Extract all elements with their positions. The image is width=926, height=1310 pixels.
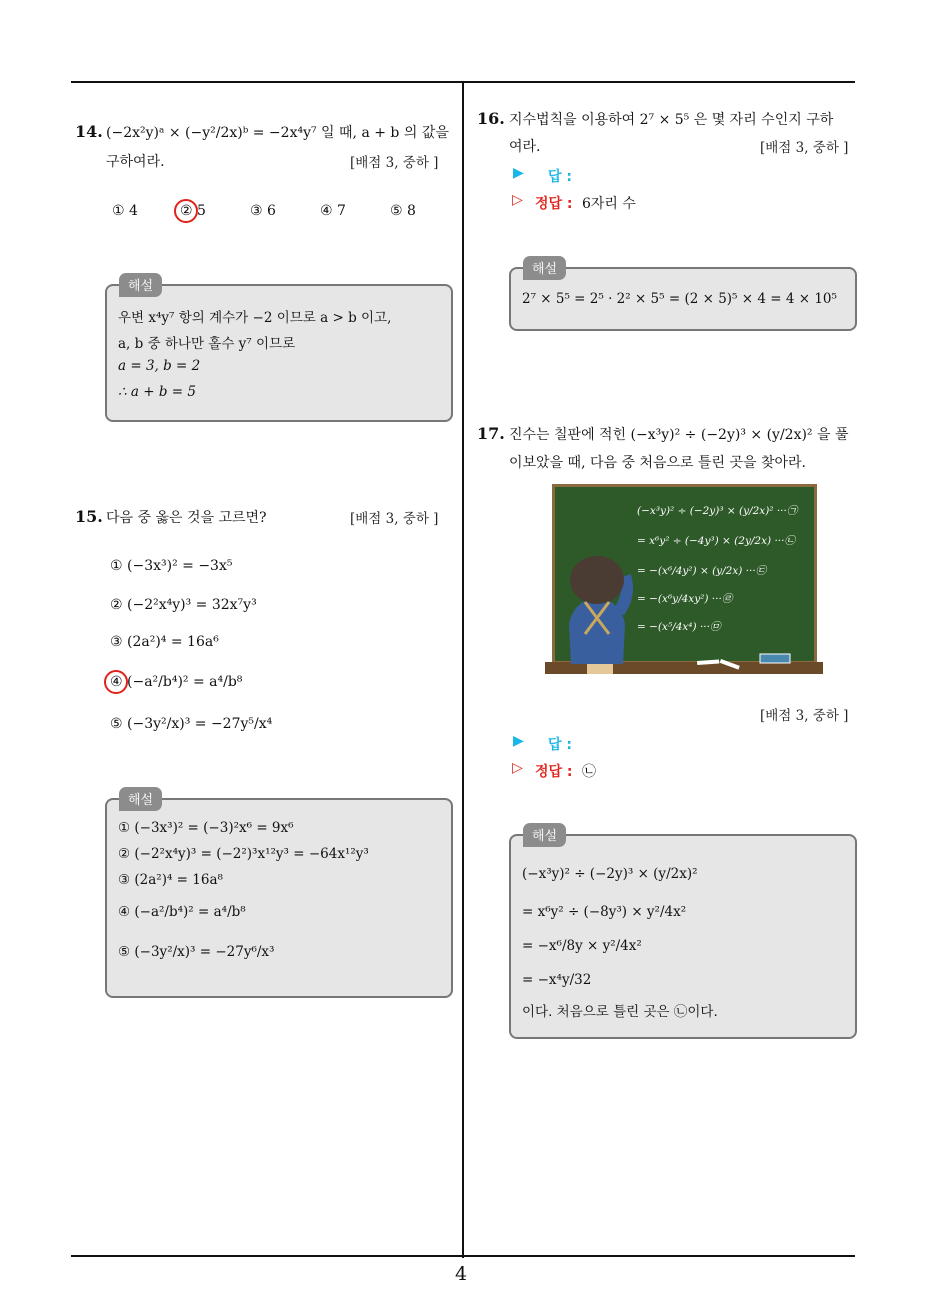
q17-stem-line2: 이보았을 때, 다음 중 처음으로 틀린 곳을 찾아라. [509,455,807,471]
q17-stem-line1: 진수는 칠판에 적힌 (−x³y)² ÷ (−2y)³ × (y/2x)² 을 풀 [509,427,849,443]
q14-sol-line3: a = 3, b = 2 [118,358,201,374]
q17-correct-arrow-icon: ▷ [512,760,523,776]
q16-correct-value: 6자리 수 [582,196,636,212]
q14-option-3[interactable]: ③ 6 [250,203,276,219]
q15-stem: 다음 중 옳은 것을 고르면? [106,510,267,526]
q17-answer-label: 답 : [548,737,572,753]
q14-number: 14. [75,122,103,141]
q15-sol-line1: ① (−3x³)² = (−3)²x⁶ = 9x⁶ [118,820,294,836]
q15-option-5[interactable]: ⑤ (−3y²/x)³ = −27y⁵/x⁴ [110,716,273,732]
q16-score: [배점 3, 중하 ] [760,140,849,156]
q17-sol-line1: (−x³y)² ÷ (−2y)³ × (y/2x)² [522,866,698,882]
q15-sol-line4: ④ (−a²/b⁴)² = a⁴/b⁸ [118,904,246,920]
q14-option-4[interactable]: ④ 7 [320,203,346,219]
q17-correct-label: 정답 : [535,764,573,780]
q16-answer-arrow-icon: ▶ [513,165,524,181]
q15-sol-line3: ③ (2a²)⁴ = 16a⁸ [118,872,223,888]
student-head [570,556,624,604]
q16-stem-line1: 지수법칙을 이용하여 2⁷ × 5⁵ 은 몇 자리 수인지 구하 [509,112,834,128]
q14-score: [배점 3, 중하 ] [350,155,439,171]
q15-sol-line5: ⑤ (−3y²/x)³ = −27y⁶/x³ [118,944,275,960]
q17-sol-line3: = −x⁶/8y × y²/4x² [522,938,642,954]
board-line-1: (−x³y)² ÷ (−2y)³ × (y/2x)² ···㉠ [637,505,798,517]
q15-number: 15. [75,507,103,526]
chalkboard-illustration [545,484,823,678]
q14-sol-line2: a, b 중 하나만 홀수 y⁷ 이므로 [118,336,296,352]
q15-solution-tag: 해설 [119,787,162,811]
q16-correct-arrow-icon: ▷ [512,192,523,208]
q14-stem-line2: 구하여라. [106,154,165,170]
q15-score: [배점 3, 중하 ] [350,511,439,527]
q17-sol-line2: = x⁶y² ÷ (−8y³) × y²/4x² [522,904,687,920]
q17-score: [배점 3, 중하 ] [760,708,849,724]
board-line-5: = −(x⁵/4x⁴) ···㉤ [637,621,721,633]
q14-selected-mark [174,199,198,223]
q17-answer-arrow-icon: ▶ [513,733,524,749]
bottom-rule [71,1255,855,1257]
q15-option-1[interactable]: ① (−3x³)² = −3x⁵ [110,558,233,574]
column-divider [462,82,464,1258]
board-line-2: = x⁶y² ÷ (−4y³) × (2y/2x) ···㉡ [637,535,795,547]
q14-sol-line4: ∴ a + b = 5 [118,384,196,400]
q14-stem-line1: (−2x²y)ᵃ × (−y²/2x)ᵇ = −2x⁴y⁷ 일 때, a + b 의 값을 [106,125,449,141]
page-number: 4 [455,1263,468,1285]
q16-number: 16. [477,109,505,128]
q15-option-4[interactable]: ④ (−a²/b⁴)² = a⁴/b⁸ [110,674,243,690]
board-line-4: = −(x⁶y/4xy²) ···㉣ [637,593,733,605]
q15-selected-mark [104,670,128,694]
q15-option-3[interactable]: ③ (2a²)⁴ = 16a⁶ [110,634,219,650]
q14-option-1[interactable]: ① 4 [112,203,138,219]
q14-solution-tag: 해설 [119,273,162,297]
q16-stem-line2: 여라. [509,139,541,155]
q15-sol-line2: ② (−2²x⁴y)³ = (−2²)³x¹²y³ = −64x¹²y³ [118,846,369,862]
q15-option-2[interactable]: ② (−2²x⁴y)³ = 32x⁷y³ [110,597,257,613]
board-line-3: = −(x⁶/4y²) × (y/2x) ···㉢ [637,565,767,577]
q17-solution-tag: 해설 [523,823,566,847]
q14-option-5[interactable]: ⑤ 8 [390,203,416,219]
board-eraser [760,654,790,663]
q17-correct-value: ㉡ [582,764,596,780]
q16-solution-tag: 해설 [523,256,566,280]
q14-solution-box [105,284,453,422]
q16-answer-label: 답 : [548,169,572,185]
q16-sol-line: 2⁷ × 5⁵ = 2⁵ · 2² × 5⁵ = (2 × 5)⁵ × 4 = 4 × 10⁵ [522,291,837,307]
q16-correct-label: 정답 : [535,196,573,212]
q17-sol-line4: = −x⁴y/32 [522,972,592,988]
q14-option-2[interactable]: ② 5 [180,203,206,219]
q17-number: 17. [477,424,505,443]
q14-sol-line1: 우변 x⁴y⁷ 항의 계수가 −2 이므로 a > b 이고, [118,310,392,326]
q17-sol-line5: 이다. 처음으로 틀린 곳은 ㉡이다. [522,1004,718,1020]
